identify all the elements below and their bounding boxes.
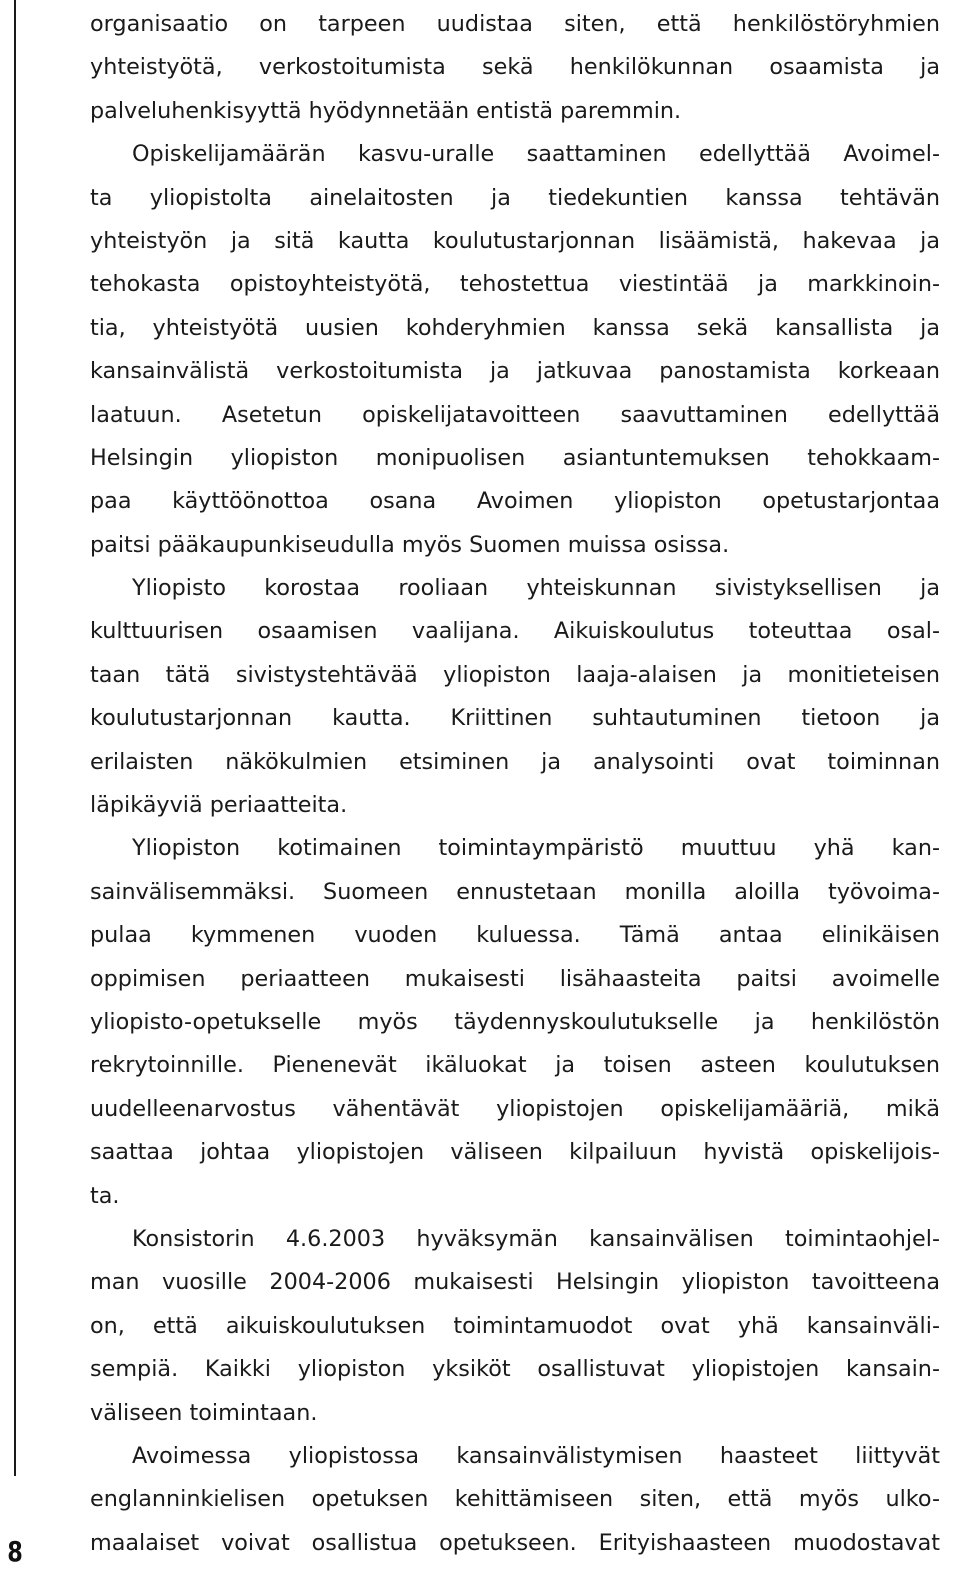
text-line: sainvälisemmäksi. Suomeen ennustetaan monilla aloilla työvoima-	[90, 878, 940, 905]
text-line: laatuun. Asetetun opiskelijatavoitteen saavuttaminen edellyttää	[90, 401, 940, 428]
text-line: yhteistyön ja sitä kautta koulutustarjonnan lisäämistä, hakevaa ja	[90, 227, 940, 254]
text-line: man vuosille 2004-2006 mukaisesti Helsingin yliopiston tavoitteena	[90, 1269, 940, 1296]
text-line: Yliopisto korostaa rooliaan yhteiskunnan sivistyksellisen ja	[132, 575, 940, 602]
text-line: kulttuurisen osaamisen vaalijana. Aikuiskoulutus toteuttaa osal-	[90, 618, 940, 645]
text-line: oppimisen periaatteen mukaisesti lisähaasteita paitsi avoimelle	[90, 965, 940, 992]
text-line: tia, yhteistyötä uusien kohderyhmien kanssa sekä kansallista ja	[90, 314, 940, 341]
text-line: paitsi pääkaupunkiseudulla myös Suomen muissa osissa.	[90, 531, 730, 558]
text-line: Yliopiston kotimainen toimintaympäristö muuttuu yhä kan-	[132, 835, 940, 862]
text-line: Helsingin yliopiston monipuolisen asiantuntemuksen tehokkaam-	[90, 444, 940, 471]
text-line: Konsistorin 4.6.2003 hyväksymän kansainvälisen toimintaohjel-	[132, 1225, 940, 1252]
text-line: saattaa johtaa yliopistojen väliseen kilpailuun hyvistä opiskelijois-	[90, 1139, 940, 1166]
text-line: Opiskelijamäärän kasvu-uralle saattaminen edellyttää Avoimel-	[132, 141, 940, 168]
text-line: pulaa kymmenen vuoden kuluessa. Tämä antaa elinikäisen	[90, 922, 940, 949]
text-line: ta.	[90, 1182, 120, 1209]
text-line: maalaiset voivat osallistua opetukseen. Erityishaasteen muodostavat	[90, 1529, 940, 1556]
text-line: yliopisto-opetukselle myös täydennyskoulutukselle ja henkilöstön	[90, 1008, 940, 1035]
text-line: Avoimessa yliopistossa kansainvälistymisen haasteet liittyvät	[132, 1442, 940, 1469]
text-line: paa käyttöönottoa osana Avoimen yliopiston opetustarjontaa	[90, 488, 940, 515]
text-line: yhteistyötä, verkostoitumista sekä henkilökunnan osaamista ja	[90, 54, 940, 81]
text-line: ta yliopistolta ainelaitosten ja tiedekuntien kanssa tehtävän	[90, 184, 940, 211]
text-line: läpikäyviä periaatteita.	[90, 792, 348, 819]
text-line: englanninkielisen opetuksen kehittämiseen siten, että myös ulko-	[90, 1486, 940, 1513]
text-line: taan tätä sivistystehtävää yliopiston laaja-alaisen ja monitieteisen	[90, 661, 940, 688]
text-line: sempiä. Kaikki yliopiston yksiköt osallistuvat yliopistojen kansain-	[90, 1356, 940, 1383]
text-line: uudelleenarvostus vähentävät yliopistojen opiskelijamääriä, mikä	[90, 1095, 940, 1122]
text-line: koulutustarjonnan kautta. Kriittinen suhtautuminen tietoon ja	[90, 705, 940, 732]
text-line: kansainvälistä verkostoitumista ja jatkuvaa panostamista korkeaan	[90, 358, 940, 385]
text-line: väliseen toimintaan.	[90, 1399, 318, 1426]
body-text	[90, 0, 940, 1565]
text-line: tehokasta opistoyhteistyötä, tehostettua viestintää ja markkinoin-	[90, 271, 940, 298]
margin-rule	[14, 0, 16, 1476]
text-line: palveluhenkisyyttä hyödynnetään entistä paremmin.	[90, 97, 682, 124]
text-line: rekrytoinnille. Pienenevät ikäluokat ja toisen asteen koulutuksen	[90, 1052, 940, 1079]
page-number: 8	[7, 1535, 23, 1568]
text-line: organisaatio on tarpeen uudistaa siten, että henkilöstöryhmien	[90, 11, 940, 37]
text-line: on, että aikuiskoulutuksen toimintamuodot ovat yhä kansainväli-	[90, 1312, 940, 1339]
text-line: erilaisten näkökulmien etsiminen ja analysointi ovat toiminnan	[90, 748, 940, 775]
